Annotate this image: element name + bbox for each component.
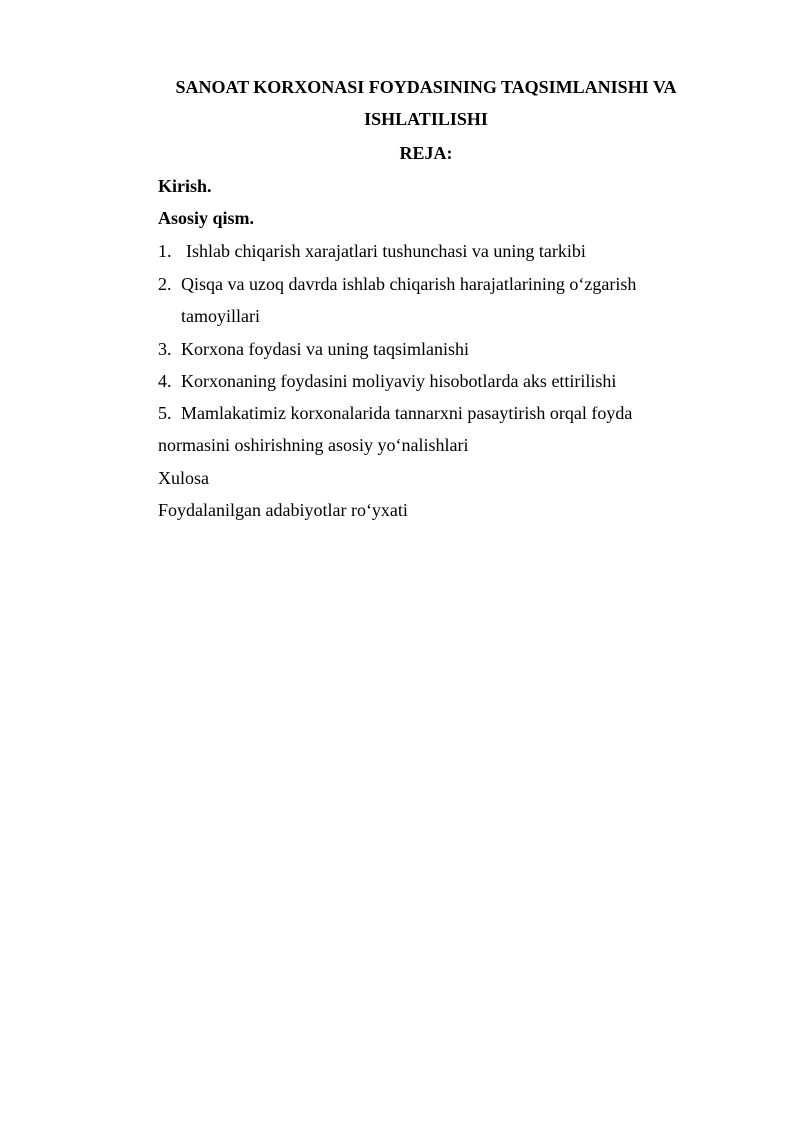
list-item-text: Ishlab chiqarish xarajatlari tushunchasi va uning tarkibi bbox=[186, 241, 586, 261]
conclusion-entry: Xulosa bbox=[158, 468, 209, 488]
list-item-number: 2. bbox=[158, 274, 172, 294]
list-item-number: 4. bbox=[158, 371, 172, 391]
document-title-line-2: ISHLATILISHI bbox=[364, 109, 488, 129]
list-item-text-continuation: normasini oshirishning asosiy yo‘nalishlari bbox=[158, 435, 469, 455]
intro-heading: Kirish. bbox=[158, 176, 212, 196]
list-item-text: Korxona foydasi va uning taqsimlanishi bbox=[181, 339, 469, 359]
list-item-text: Qisqa va uzoq davrda ishlab chiqarish harajatlarining o‘zgarish bbox=[181, 274, 637, 294]
list-item-number: 3. bbox=[158, 339, 172, 359]
list-item-text-continuation: tamoyillari bbox=[181, 306, 260, 326]
plan-heading: REJA: bbox=[399, 143, 453, 163]
main-part-heading: Asosiy qism. bbox=[158, 208, 255, 228]
document-title-line-1: SANOAT KORXONASI FOYDASINING TAQSIMLANISHI VA bbox=[175, 77, 677, 97]
references-entry: Foydalanilgan adabiyotlar ro‘yxati bbox=[158, 500, 408, 520]
list-item-number: 1. bbox=[158, 241, 172, 261]
list-item-text: Korxonaning foydasini moliyaviy hisobotlarda aks ettirilishi bbox=[181, 371, 617, 391]
list-item-text: Mamlakatimiz korxonalarida tannarxni pasaytirish orqal foyda bbox=[181, 403, 633, 423]
list-item-number: 5. bbox=[158, 403, 172, 423]
